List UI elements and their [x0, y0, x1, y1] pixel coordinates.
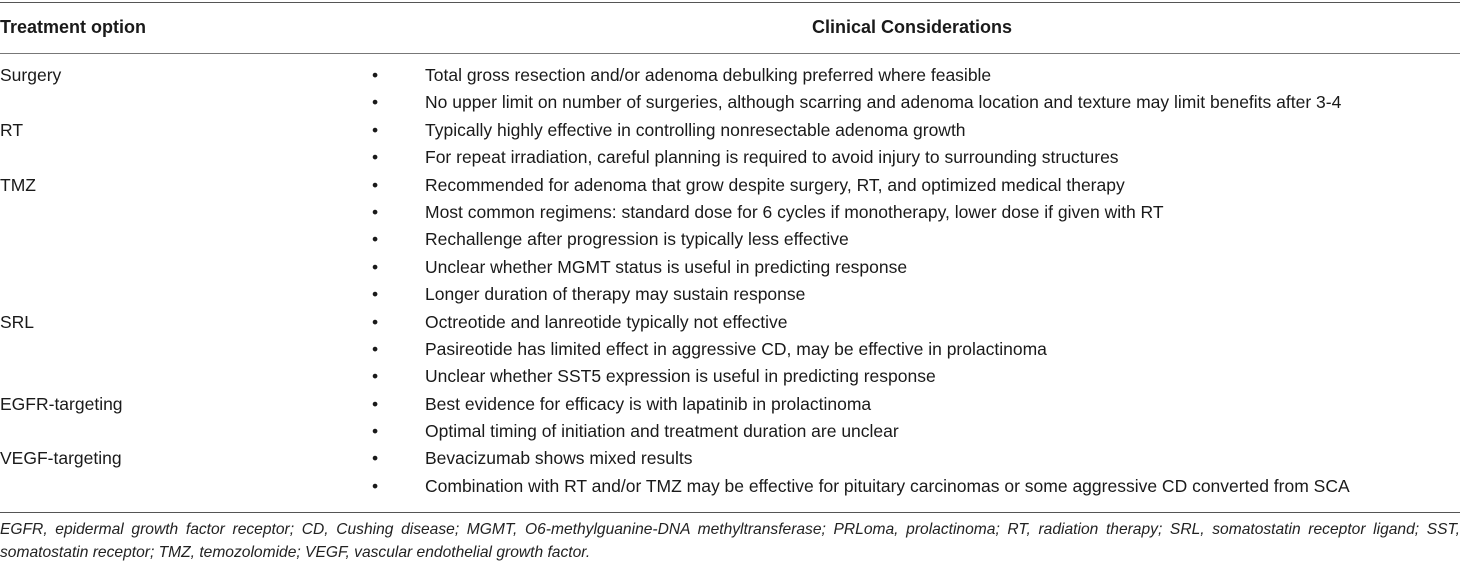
- table-row: [0, 418, 1460, 445]
- table-row: [0, 89, 1460, 116]
- table-row: [0, 281, 1460, 308]
- table-row: [0, 473, 1460, 500]
- table-row: [0, 445, 1460, 472]
- table-row: [0, 117, 1460, 144]
- bullet-icon: •: [372, 92, 379, 113]
- table-row: [0, 62, 1460, 89]
- consideration-text: Best evidence for efficacy is with lapatinib in prolactinoma: [425, 393, 872, 414]
- consideration-text: Longer duration of therapy may sustain response: [425, 284, 806, 305]
- bullet-icon: •: [372, 421, 379, 442]
- table-row: [0, 336, 1460, 363]
- consideration-text: Optimal timing of initiation and treatment duration are unclear: [425, 421, 899, 442]
- bullet-icon: •: [372, 393, 379, 414]
- consideration-text: Unclear whether SST5 expression is useful in predicting response: [425, 366, 936, 387]
- consideration-text: Octreotide and lanreotide typically not effective: [425, 311, 788, 332]
- bullet-icon: •: [372, 256, 379, 277]
- table-row: [0, 199, 1460, 226]
- table-row: [0, 172, 1460, 199]
- bullet-icon: •: [372, 174, 379, 195]
- consideration-text: Recommended for adenoma that grow despite surgery, RT, and optimized medical therapy: [425, 174, 1125, 195]
- treatment-option-cell: SRL: [0, 311, 35, 332]
- bullet-icon: •: [372, 475, 379, 496]
- table-bottom-rule: [0, 512, 1460, 513]
- bullet-icon: •: [372, 229, 379, 250]
- consideration-text: Combination with RT and/or TMZ may be effective for pituitary carcinomas or some aggressive CD converted from SCA: [425, 475, 1350, 496]
- table-footnote: EGFR, epidermal growth factor receptor; CD, Cushing disease; MGMT, O6-methylguanine-DNA methyltransferase; PRLoma, prolactinoma; RT, radiation therapy; SRL, somatostatin receptor ligand; SST, somatostatin receptor; TMZ, temozolomide; VEGF, vascular endothelial growth factor.: [0, 521, 1460, 561]
- bullet-icon: •: [372, 201, 379, 222]
- bullet-icon: •: [372, 65, 379, 85]
- table-top-rule: [0, 2, 1460, 3]
- consideration-text: Unclear whether MGMT status is useful in predicting response: [425, 256, 908, 277]
- treatment-option-cell: TMZ: [0, 174, 36, 195]
- bullet-icon: •: [372, 147, 379, 168]
- treatment-option-cell: RT: [0, 119, 24, 140]
- consideration-text: Typically highly effective in controlling nonresectable adenoma growth: [425, 119, 966, 140]
- header-clinical-considerations: Clinical Considerations: [812, 17, 1013, 37]
- treatment-option-cell: VEGF-targeting: [0, 448, 122, 469]
- consideration-text: Total gross resection and/or adenoma debulking preferred where feasible: [425, 65, 992, 85]
- treatment-option-cell: EGFR-targeting: [0, 393, 123, 414]
- table-header-rule: [0, 53, 1460, 54]
- bullet-icon: •: [372, 338, 379, 359]
- table-row: [0, 309, 1460, 336]
- bullet-icon: •: [372, 311, 379, 332]
- consideration-text: Pasireotide has limited effect in aggressive CD, may be effective in prolactinoma: [425, 338, 1047, 359]
- table-row: [0, 254, 1460, 281]
- bullet-icon: •: [372, 448, 379, 469]
- consideration-text: Most common regimens: standard dose for 6 cycles if monotherapy, lower dose if given with RT: [425, 201, 1164, 222]
- consideration-text: No upper limit on number of surgeries, although scarring and adenoma location and texture may limit benefits after 3-4: [425, 92, 1342, 113]
- consideration-text: Rechallenge after progression is typically less effective: [425, 229, 849, 250]
- table-body: [0, 62, 1460, 500]
- table-row: [0, 226, 1460, 253]
- bullet-icon: •: [372, 119, 379, 140]
- table-row: [0, 391, 1460, 418]
- treatment-option-cell: Surgery: [0, 65, 62, 85]
- bullet-icon: •: [372, 366, 379, 387]
- table-row: [0, 363, 1460, 390]
- header-treatment-option: Treatment option: [0, 17, 147, 37]
- table-row: [0, 144, 1460, 171]
- consideration-text: For repeat irradiation, careful planning is required to avoid injury to surrounding structures: [425, 147, 1119, 168]
- bullet-icon: •: [372, 284, 379, 305]
- consideration-text: Bevacizumab shows mixed results: [425, 448, 693, 469]
